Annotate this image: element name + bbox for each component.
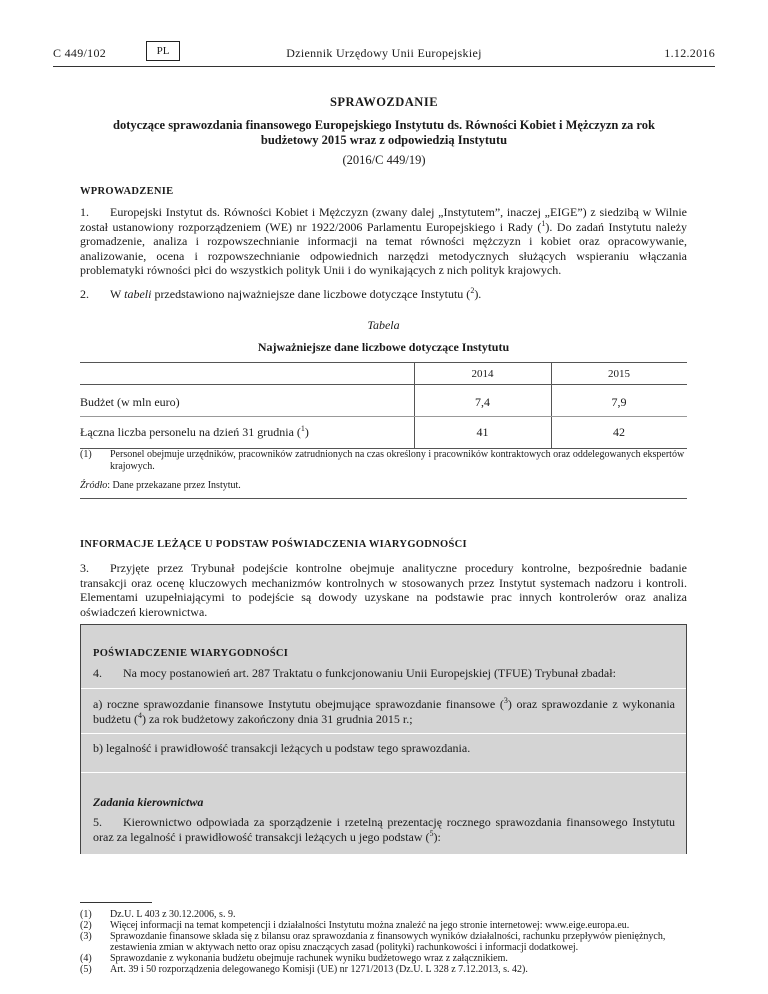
paragraph-number: 5. [93,815,102,829]
box-divider [81,688,686,689]
paragraph-number: 3. [80,561,89,575]
footnote-1: (1) Dz.U. L 403 z 30.12.2006, s. 9. [80,909,236,920]
table-caption: Tabela [367,318,400,332]
footnote-4: (4) Sprawozdanie z wykonania budżetu obejmuje rachunek wyniku budżetowego wraz z załącznikiem. [80,953,508,964]
paragraph-4: 4. Na mocy postanowień art. 287 Traktatu o funkcjonowaniu Unii Europejskiej (TFUE) Trybunał zbadał: [93,666,616,680]
table-header-2015: 2015 [608,368,630,380]
paragraph-5: 5. Kierownictwo odpowiada za sporządzenie i rzetelną prezentację rocznego sprawozdania finansowego Instytutu oraz za legalność i prawidłowość transakcji leżących u jego podstaw ($^5$): [93,815,675,844]
paragraph-number: 2. [80,287,89,301]
footnote-2: (2) Więcej informacji na temat kompetencji i działalności Instytutu można znaleźć na jego stronie internetowej: www.eige.europa.eu. [80,920,630,931]
table-header-rule [80,384,687,385]
table-source: Źródło: Dane przekazane przez Instytut. [80,480,241,491]
table-row-label: Budżet (w mln euro) [80,395,180,409]
table-cell-value: 42 [613,425,625,439]
list-item-b: b) legalność i prawidłowość transakcji leżących u podstaw tego sprawozdania. [93,741,471,755]
paragraph-2: 2. W tabeli przedstawiono najważniejsze dane liczbowe dotyczące Instytutu ($^2$). [80,286,482,301]
section-heading-introduction: WPROWADZENIE [80,186,174,197]
paragraph-1: 1. Europejski Instytut ds. Równości Kobiet i Mężczyzn (zwany dalej „Instytutem”, inaczej „EIGE”) z siedzibą w Wilnie został ustanowiony rozporządzeniem (WE) nr 1922/2006 Parlamentu Europejskiego i Rady ($^1$). Do zadań Instytutu należy gromadzenie, analiza i rozpowszechnianie informacji na temat równości mężczyzn i kobiet oraz opracowywanie, analizowanie, ocena i rozpowszechnianie odpowiednich narzędzi metodycznych służących wspieraniu włączania problematyki równości płci do wszystkich polityk Unii i do wynikających z nich polityk krajowych. [80,205,687,277]
paragraph-number: 4. [93,666,102,680]
document-title: SPRAWOZDANIE [329,95,439,109]
footnote-5: (5) Art. 39 i 50 rozporządzenia delegowanego Komisji (UE) nr 1271/2013 (Dz.U. L 328 z 7.12.2013, s. 42). [80,964,528,975]
table-end-rule [80,498,687,499]
table-top-rule [80,362,687,363]
section-heading-information: INFORMACJE LEŻĄCE U PODSTAW POŚWIADCZENIA WIARYGODNOŚCI [80,539,467,550]
document-subtitle: dotyczące sprawozdania finansowego Europejskiego Instytutu ds. Równości Kobiet i Mężczyzn za rok budżetowy 2015 wraz z odpowiedzią Instytutu [113,118,655,147]
box-divider [81,772,686,773]
table-row-rule [80,416,687,417]
table-header-2014: 2014 [471,368,494,380]
table-footnote: (1) Personel obejmuje urzędników, pracowników zatrudnionych na czas określony i pracowników kontraktowych oraz oddelegowanych ekspertów krajowych. [80,449,685,472]
publication-date: 1.12.2016 [664,46,715,60]
list-item-a: a) roczne sprawozdanie finansowe Instytutu obejmujące sprawozdanie finansowe ($^3$) oraz sprawozdanie z wykonania budżetu ($^4$) za rok budżetowy zakończony dnia 31 grudnia 2015 r.; [93,696,675,726]
language-badge: PL [146,41,180,61]
box-divider [81,733,686,734]
table-row-label: Łączna liczba personelu na dzień 31 grudnia ($^1$) [80,424,309,439]
table-title: Najważniejsze dane liczbowe dotyczące Instytutu [257,340,510,354]
paragraph-number: 1. [80,205,89,219]
document-reference: (2016/C 449/19) [342,153,426,167]
box-heading: POŚWIADCZENIE WIARYGODNOŚCI [93,648,289,659]
header-divider [53,66,715,67]
footnote-3: (3) Sprawozdanie finansowe składa się z bilansu oraz sprawozdania z finansowych wyników działalności, rachunku przepływów pieniężnych, zestawienia zmian w aktywach netto oraz opisu znaczących zasad (polityki) rachunkowości i informacji dodatkowej. [80,931,666,953]
paragraph-3: 3. Przyjęte przez Trybunał podejście kontrolne obejmuje analityczne procedury kontrolne, bezpośrednie badanie transakcji oraz ocenę kluczowych mechanizmów kontrolnych w stosowanych przez Instytut systemach nadzoru i kontroli. Elementami uzupełniającymi to podejście są dowody uzyskane na podstawie prac innych kontrolerów oraz analiza oświadczeń kierownictwa. [80,561,687,619]
page-reference: C 449/102 [53,46,107,60]
box-subheading: Zadania kierownictwa [93,795,204,809]
table-cell-value: 41 [476,425,489,439]
journal-name: Dziennik Urzędowy Unii Europejskiej [286,46,482,60]
table-cell-value: 7,9 [611,395,627,409]
table-cell-value: 7,4 [475,395,490,409]
footnote-divider [80,902,152,903]
